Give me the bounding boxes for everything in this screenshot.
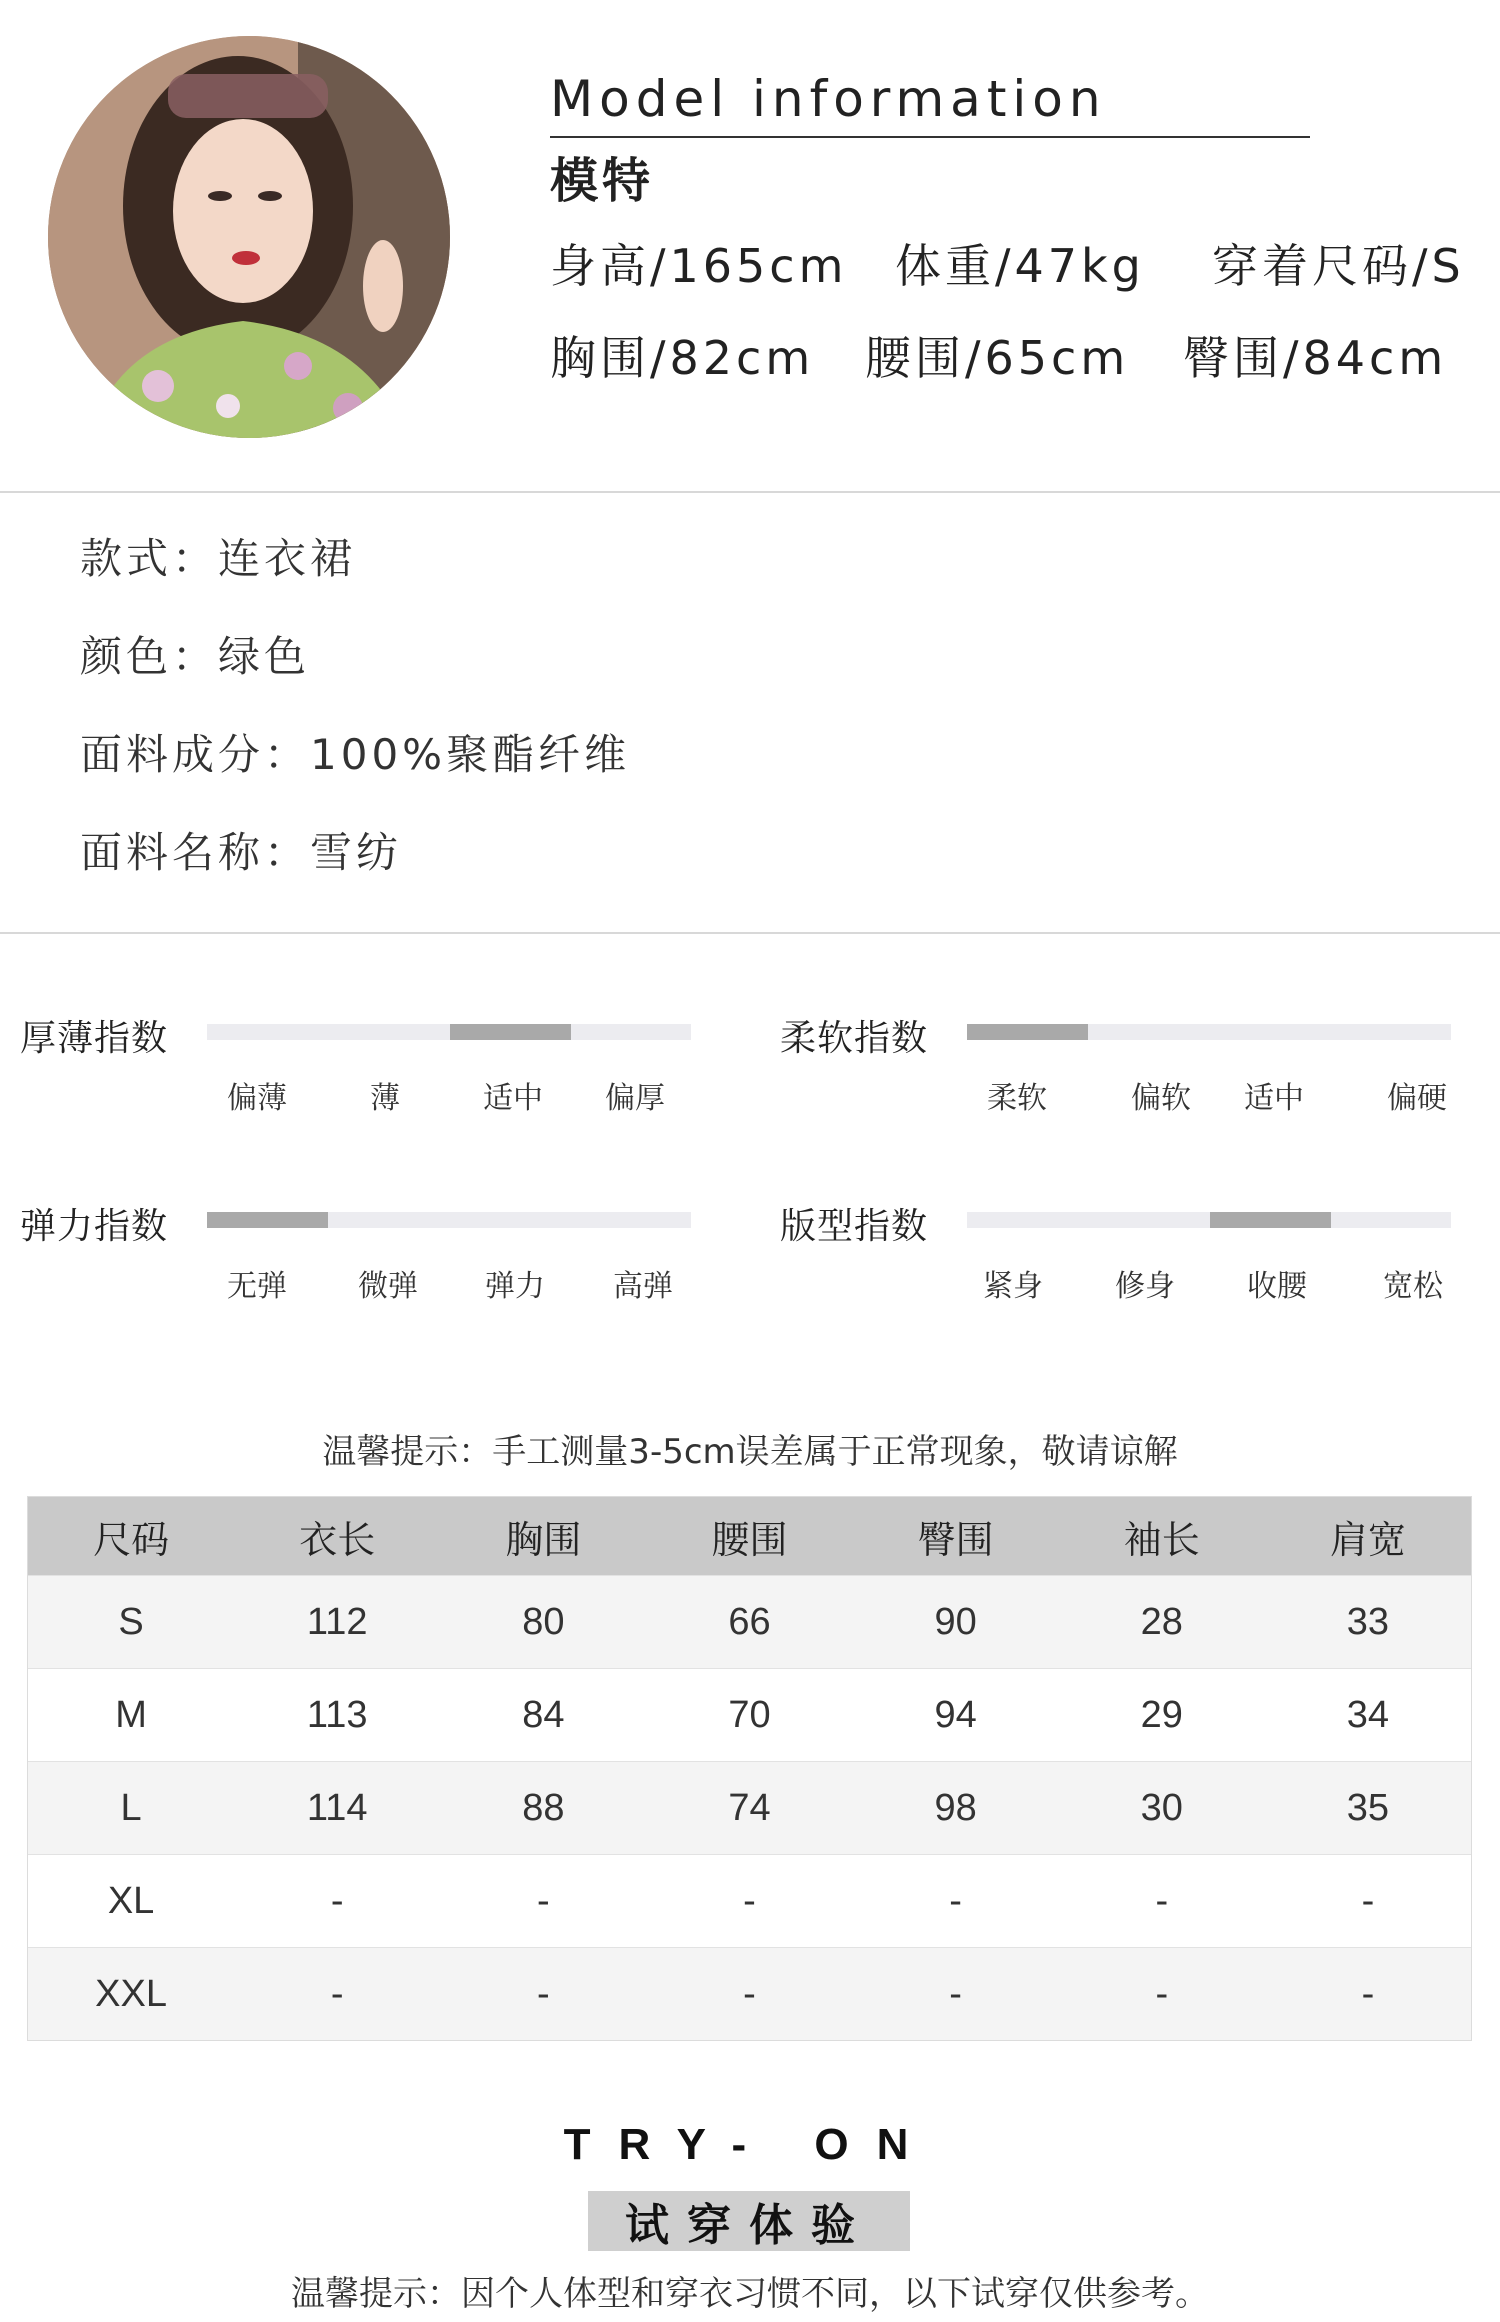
index-tick: 适中 xyxy=(1244,1081,1304,1116)
table-cell: XXL xyxy=(95,1972,167,2015)
table-cell: - xyxy=(949,1879,962,1922)
table-cell: - xyxy=(330,1972,344,2015)
table-cell: 80 xyxy=(522,1600,565,1643)
tryon-note: 温馨提示：因个人体型和穿衣习惯不同，以下试穿仅供参考。 xyxy=(291,2274,1209,2314)
stat-weight: 体重/47kg xyxy=(895,239,1145,293)
table-cell: 94 xyxy=(934,1693,977,1736)
index-label-elasticity: 弹力指数 xyxy=(20,1206,169,1247)
model-subtitle: 模特 xyxy=(550,153,655,209)
table-cell: 29 xyxy=(1140,1693,1183,1736)
table-cell: M xyxy=(115,1693,147,1736)
table-cell: - xyxy=(1155,1972,1169,2015)
stat-waist: 腰围/65cm xyxy=(865,331,1130,385)
table-cell: - xyxy=(537,1879,550,1922)
table-cell: 70 xyxy=(728,1693,771,1736)
index-label-fit: 版型指数 xyxy=(780,1206,929,1247)
table-cell: S xyxy=(118,1600,144,1643)
table-cell: 33 xyxy=(1346,1600,1390,1643)
index-tick: 偏薄 xyxy=(227,1081,287,1116)
table-cell: - xyxy=(537,1972,550,2015)
header-cell: 袖长 xyxy=(1123,1519,1200,1562)
index-tick: 收腰 xyxy=(1247,1269,1307,1304)
stat-wear-size: 穿着尺码/S xyxy=(1212,239,1465,293)
index-label-thickness: 厚薄指数 xyxy=(20,1018,169,1059)
table-cell: - xyxy=(330,1879,344,1922)
thickness-bar xyxy=(207,1024,691,1040)
softness-bar-fill xyxy=(967,1024,1088,1040)
size-table xyxy=(27,1496,1472,2041)
elasticity-bar xyxy=(207,1212,691,1228)
table-row xyxy=(28,1854,1471,1947)
header-cell: 衣长 xyxy=(299,1519,376,1562)
index-label-softness: 柔软指数 xyxy=(780,1018,929,1059)
measurement-note: 温馨提示：手工测量3-5cm误差属于正常现象，敬请谅解 xyxy=(322,1432,1178,1472)
table-cell: 88 xyxy=(522,1786,565,1829)
tryon-subtitle: 试穿体验 xyxy=(588,2191,910,2251)
thickness-bar-fill xyxy=(450,1024,571,1040)
table-cell: 66 xyxy=(728,1600,771,1643)
table-cell: 74 xyxy=(728,1786,771,1829)
section-divider xyxy=(0,932,1500,934)
table-row xyxy=(28,1668,1471,1761)
table-cell: 114 xyxy=(306,1786,368,1829)
softness-bar xyxy=(967,1024,1451,1040)
model-portrait-image xyxy=(48,36,450,438)
section-divider xyxy=(0,491,1500,493)
header-cell: 尺码 xyxy=(93,1519,170,1562)
header-cell: 腰围 xyxy=(711,1519,788,1562)
attr-color: 颜色：绿色 xyxy=(80,632,311,681)
index-tick: 偏厚 xyxy=(605,1081,665,1116)
model-info-title: Model information xyxy=(550,70,1107,128)
model-photo xyxy=(48,36,450,438)
table-cell: - xyxy=(743,1879,756,1922)
header-cell: 胸围 xyxy=(505,1519,582,1562)
table-cell: 112 xyxy=(306,1600,368,1643)
stat-bust: 胸围/82cm xyxy=(550,331,815,385)
stat-hip: 臀围/84cm xyxy=(1183,331,1448,385)
index-tick: 弹力 xyxy=(485,1269,545,1304)
table-cell: - xyxy=(1361,1972,1375,2015)
table-row xyxy=(28,1947,1471,2040)
attr-style: 款式：连衣裙 xyxy=(80,534,357,583)
table-cell: 98 xyxy=(934,1786,977,1829)
table-cell: - xyxy=(949,1972,962,2015)
elasticity-bar-fill xyxy=(207,1212,328,1228)
index-tick: 偏软 xyxy=(1131,1081,1191,1116)
header-cell: 臀围 xyxy=(917,1519,994,1562)
table-header-row xyxy=(28,1497,1471,1575)
index-tick: 紧身 xyxy=(983,1269,1043,1304)
index-tick: 修身 xyxy=(1115,1269,1175,1304)
table-cell: - xyxy=(743,1972,756,2015)
table-row xyxy=(28,1761,1471,1854)
index-tick: 高弹 xyxy=(613,1269,673,1304)
table-cell: - xyxy=(1361,1879,1375,1922)
title-underline xyxy=(550,136,1310,138)
header-cell: 肩宽 xyxy=(1329,1519,1406,1562)
fit-bar-fill xyxy=(1210,1212,1331,1228)
table-cell: 90 xyxy=(934,1600,977,1643)
table-cell: L xyxy=(120,1786,142,1829)
table-cell: 35 xyxy=(1346,1786,1390,1829)
index-tick: 微弹 xyxy=(358,1269,418,1304)
stat-height: 身高/165cm xyxy=(550,239,848,293)
attr-fabric-composition: 面料成分：100%聚酯纤维 xyxy=(80,730,631,779)
index-tick: 宽松 xyxy=(1383,1269,1443,1304)
table-cell: 84 xyxy=(522,1693,565,1736)
table-cell: 113 xyxy=(306,1693,368,1736)
index-tick: 薄 xyxy=(370,1081,400,1116)
tryon-title: TRY- ON xyxy=(563,2120,937,2169)
table-cell: 34 xyxy=(1346,1693,1390,1736)
index-tick: 偏硬 xyxy=(1387,1081,1447,1116)
index-tick: 无弹 xyxy=(227,1269,287,1304)
table-row xyxy=(28,1575,1471,1668)
attr-fabric-name: 面料名称：雪纺 xyxy=(80,828,403,877)
index-tick: 适中 xyxy=(483,1081,543,1116)
index-tick: 柔软 xyxy=(987,1081,1047,1116)
table-cell: 28 xyxy=(1140,1600,1183,1643)
table-cell: XL xyxy=(107,1879,155,1922)
table-cell: 30 xyxy=(1140,1786,1183,1829)
table-cell: - xyxy=(1155,1879,1169,1922)
fit-bar xyxy=(967,1212,1451,1228)
